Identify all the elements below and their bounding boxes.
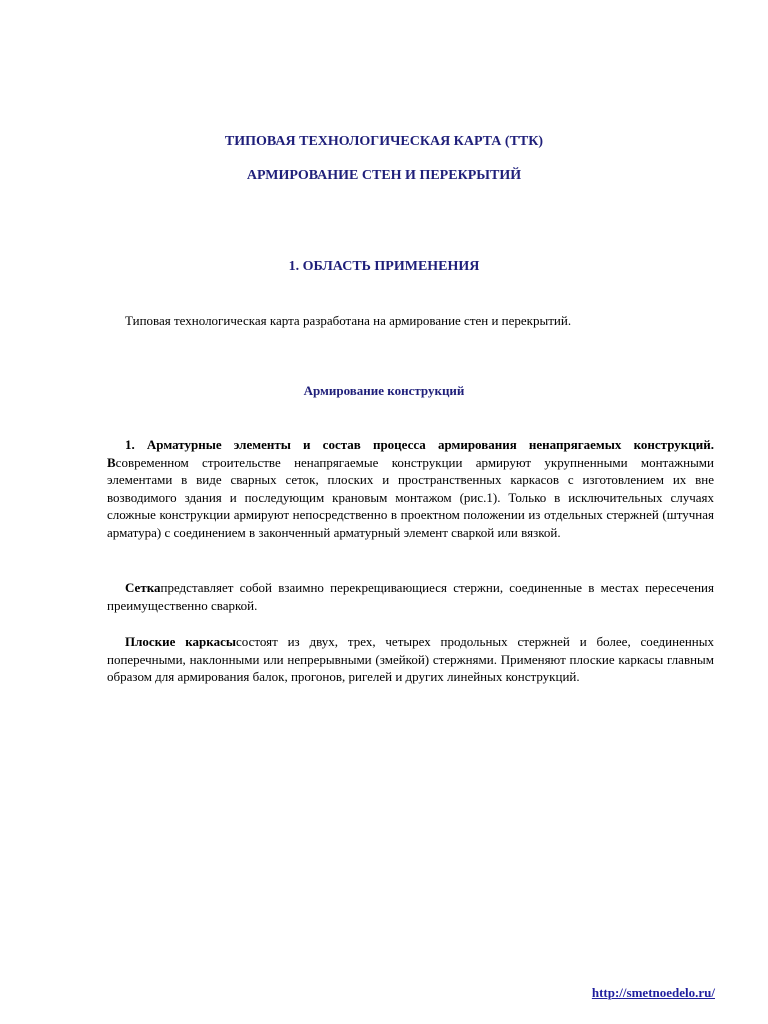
paragraph-body: состоят из двух, трех, четырех продольных стержней и более, соединенных поперечными, наклонными или непрерывными (змейкой) стержнями. Применяют плоские каркасы главным образом для армирования балок, прогонов, ригелей и других линейных конструкций. <box>107 634 714 684</box>
document-subtitle: АРМИРОВАНИЕ СТЕН И ПЕРЕКРЫТИЙ <box>246 168 522 183</box>
paragraph-body: современном строительстве ненапрягаемые конструкции армируют укрупненными монтажными элементами в виде сварных сеток, плоских и пространственных каркасов с изготовлением их вне возводимого здания и последующим крановым монтажом (рис.1). Только в исключительных случаях сложные конструкции армируют непосредственно в проектном положении из отдельных стержней (штучная арматура) с соединением в законченный арматурный элемент сваркой или вязкой. <box>107 454 714 540</box>
paragraph-body: представляет собой взаимно перекрещивающиеся стержни, соединенные в местах пересечения преимущественно сваркой. <box>107 580 714 613</box>
paragraph-lead: Сетка <box>125 580 161 595</box>
paragraph-flat-frames <box>107 633 714 686</box>
subsection-heading: Армирование конструкций <box>303 383 465 398</box>
paragraph-lead: 1. Арматурные элементы и состав процесса армирования ненапрягаемых конструкций. В <box>107 437 714 470</box>
paragraph-armature-elements <box>107 436 714 541</box>
document-title: ТИПОВАЯ ТЕХНОЛОГИЧЕСКАЯ КАРТА (ТТК) <box>224 134 544 149</box>
intro-paragraph: Типовая технологическая карта разработана на армирование стен и перекрытий. <box>125 313 572 328</box>
paragraph-mesh <box>107 579 714 614</box>
source-link[interactable]: http://smetnoedelo.ru/ <box>591 985 715 1000</box>
section-heading: 1. ОБЛАСТЬ ПРИМЕНЕНИЯ <box>288 259 480 274</box>
paragraph-lead: Плоские каркасы <box>125 634 236 649</box>
